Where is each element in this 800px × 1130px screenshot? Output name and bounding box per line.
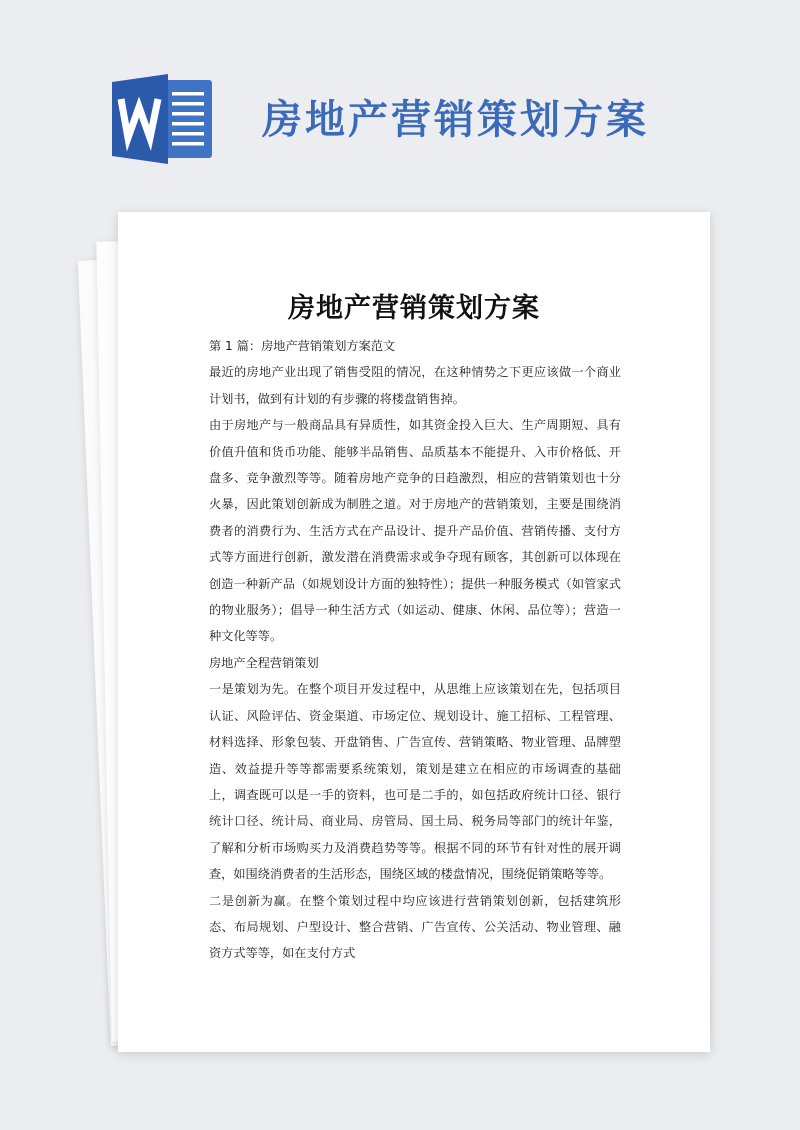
paragraph-point-two: 二是创新为赢。在整个策划过程中均应该进行营销策划创新，包括建筑形态、布局规划、户型设计、整合营销、广告宣传、公关活动、物业管理、融资方式等等，如在支付方式 <box>209 893 621 961</box>
document-page <box>118 212 710 1052</box>
document-body <box>209 333 621 967</box>
paragraph-intro: 最近的房地产业出现了销售受阻的情况，在这种情势之下更应该做一个商业计划书，做到有计划的有步骤的将楼盘销售掉。 <box>209 365 621 406</box>
banner-title: 房地产营销策划方案 <box>262 97 649 143</box>
paragraph-subheading: 房地产全程营销策划 <box>209 655 319 670</box>
word-icon <box>112 74 216 164</box>
document-title: 房地产营销策划方案 <box>288 293 540 324</box>
paragraph-background: 由于房地产与一般商品具有异质性，如其资金投入巨大、生产周期短、具有价值升值和货币功能、能够半品销售、品质基本不能提升、入市价格低、开盘多、竞争激烈等等。随着房地产竞争的日趋激烈，相应的营销策划也十分火暴，因此策划创新成为制胜之道。对于房地产的营销策划，主要是围绕消费者的消费行为、生活方式在产品设计、提升产品价值、营销传播、支付方式等方面进行创新，激发潜在消费需求或争夺现有顾客，其创新可以体现在创造一种新产品（如规划设计方面的独特性）；提供一种服务模式（如管家式的物业服务）；倡导一种生活方式（如运动、健康、休闲、品位等）；营造一种文化等等。 <box>209 418 621 644</box>
banner <box>0 0 800 190</box>
paragraph-section-heading: 第 1 篇：房地产营销策划方案范文 <box>209 339 396 353</box>
paragraph-point-one: 一是策划为先。在整个项目开发过程中，从思维上应该策划在先，包括项目认证、风险评估、资金渠道、市场定位、规划设计、施工招标、工程管理、材料选择、形象包装、开盘销售、广告宣传、营销策略、物业管理、品牌塑造、效益提升等等都需要系统策划，策划是建立在相应的市场调查的基础上，调查既可以是一手的资料，也可是二手的，如包括政府统计口径、银行统计口径、统计局、商业局、房管局、国土局、税务局等部门的统计年鉴，了解和分析市场购买力及消费趋势等等。根据不同的环节有针对性的展开调查，如围绕消费者的生活形态，围绕区域的楼盘情况，围绕促销策略等等。 <box>209 682 621 882</box>
